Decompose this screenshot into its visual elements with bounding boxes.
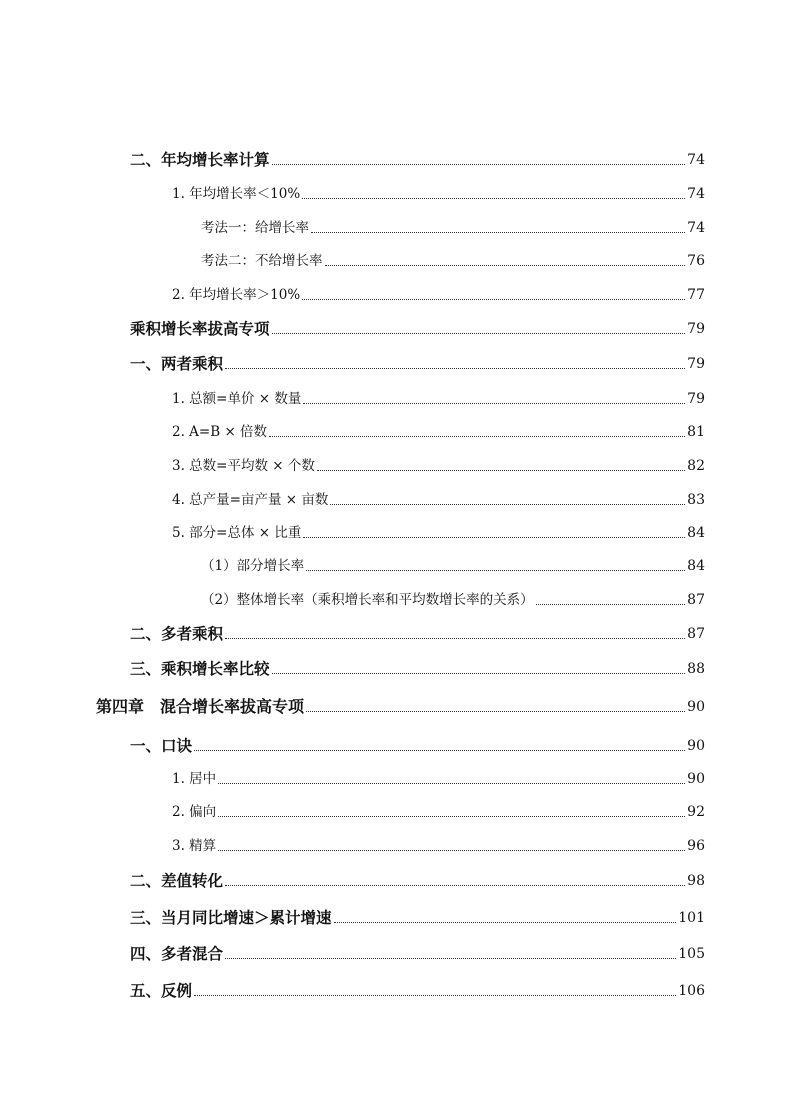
dot-leader: [317, 470, 685, 471]
toc-entry-page: 76: [687, 253, 705, 269]
toc-entry-label: 二、差值转化: [130, 871, 224, 890]
dot-leader: [218, 816, 685, 817]
toc-entry-page: 90: [687, 738, 705, 754]
toc-entry[interactable]: [172, 456, 705, 476]
toc-entry-page: 77: [687, 287, 705, 303]
toc-entry-label: 三、当月同比增速＞累计增速: [130, 908, 332, 927]
dot-leader: [272, 333, 686, 334]
toc-entry[interactable]: [130, 736, 705, 756]
toc-entry[interactable]: [172, 836, 705, 856]
toc-entry-page: 87: [687, 626, 705, 642]
dot-leader: [303, 403, 685, 404]
toc-entry-page: 87: [687, 592, 705, 608]
toc-entry-page: 90: [687, 699, 705, 715]
dot-leader: [225, 958, 676, 959]
toc-entry-page: 74: [687, 152, 705, 168]
dot-leader: [306, 570, 685, 571]
toc-entry-page: 79: [687, 356, 705, 372]
toc-entry-page: 74: [687, 186, 705, 202]
toc-entry-label: 5. 部分=总体 × 比重: [172, 525, 302, 541]
toc-entry[interactable]: [172, 802, 705, 822]
dot-leader: [311, 232, 685, 233]
dot-leader: [334, 922, 677, 923]
toc-entry[interactable]: [130, 871, 705, 891]
toc-entry-label: 3. 精算: [172, 838, 217, 854]
dot-leader: [536, 604, 686, 605]
dot-leader: [302, 299, 685, 300]
dot-leader: [218, 783, 685, 784]
toc-entry[interactable]: [130, 624, 705, 644]
toc-entry-label: 乘积增长率拔高专项: [130, 319, 270, 338]
toc-chapter-entry[interactable]: [96, 697, 705, 717]
dot-leader: [218, 850, 685, 851]
toc-entry-label: 一、口诀: [130, 736, 193, 755]
toc-entry-page: 88: [687, 661, 705, 677]
toc-entry-label: 2. A=B × 倍数: [172, 424, 268, 440]
toc-entry[interactable]: [201, 556, 705, 576]
toc-entry[interactable]: [130, 150, 705, 170]
toc-entry[interactable]: [130, 908, 705, 928]
toc-entry[interactable]: [172, 422, 705, 442]
toc-entry-page: 79: [687, 321, 705, 337]
toc-entry-label: 考法一：给增长率: [201, 220, 309, 236]
toc-entry[interactable]: [172, 769, 705, 789]
toc-entry-label: 一、两者乘积: [130, 354, 224, 373]
toc-entry[interactable]: [172, 523, 705, 543]
dot-leader: [269, 436, 685, 437]
toc-entry-label: 1. 总额=单价 × 数量: [172, 391, 302, 407]
dot-leader: [330, 504, 685, 505]
toc-entry-label: 三、乘积增长率比较: [130, 659, 270, 678]
dot-leader: [302, 198, 685, 199]
toc-entry-page: 84: [687, 525, 705, 541]
toc-entry-label: （2）整体增长率（乘积增长率和平均数增长率的关系）: [201, 592, 534, 608]
dot-leader: [225, 638, 685, 639]
toc-entry[interactable]: [201, 251, 705, 271]
dot-leader: [325, 265, 686, 266]
toc-entry-label: 2. 年均增长率＞10%: [172, 287, 301, 303]
toc-entry[interactable]: [130, 944, 705, 964]
toc-entry-page: 101: [678, 910, 705, 926]
dot-leader: [194, 750, 685, 751]
toc-entry[interactable]: [172, 184, 705, 204]
toc-entry-page: 82: [687, 458, 705, 474]
toc-entry[interactable]: [130, 981, 705, 1001]
toc-entry-label: 二、年均增长率计算: [130, 150, 270, 169]
toc-entry[interactable]: [172, 285, 705, 305]
toc-entry-label: 1. 年均增长率＜10%: [172, 186, 301, 202]
toc-entry-label: （1）部分增长率: [201, 558, 305, 574]
toc-entry-label: 二、多者乘积: [130, 624, 224, 643]
toc-entry[interactable]: [172, 389, 705, 409]
toc-entry-label: 五、反例: [130, 981, 193, 1000]
dot-leader: [306, 711, 685, 712]
toc-entry-page: 74: [687, 220, 705, 236]
toc-entry[interactable]: [130, 659, 705, 679]
toc-entry-page: 106: [678, 983, 705, 999]
toc-entry-label: 4. 总产量=亩产量 × 亩数: [172, 492, 329, 508]
toc-entry-label: 3. 总数=平均数 × 个数: [172, 458, 315, 474]
toc-entry-page: 96: [687, 838, 705, 854]
toc-entry-label: 第四章 混合增长率拔高专项: [96, 697, 305, 716]
toc-entry-page: 98: [687, 873, 705, 889]
dot-leader: [272, 673, 686, 674]
toc-entry[interactable]: [130, 319, 705, 339]
toc-entry-page: 90: [687, 771, 705, 787]
toc-entry-label: 四、多者混合: [130, 944, 224, 963]
toc-entry-page: 84: [687, 558, 705, 574]
dot-leader: [272, 164, 686, 165]
dot-leader: [225, 368, 685, 369]
toc-entry-page: 92: [687, 804, 705, 820]
toc-entry-page: 81: [687, 424, 705, 440]
toc-entry[interactable]: [201, 590, 705, 610]
toc-entry-page: 83: [687, 492, 705, 508]
toc-entry-page: 105: [678, 946, 705, 962]
toc-entry[interactable]: [130, 354, 705, 374]
toc-entry-label: 1. 居中: [172, 771, 217, 787]
toc-entry[interactable]: [201, 218, 705, 238]
toc-entry[interactable]: [172, 490, 705, 510]
toc-entry-label: 考法二：不给增长率: [201, 253, 323, 269]
dot-leader: [225, 885, 685, 886]
toc-entry-label: 2. 偏向: [172, 804, 217, 820]
dot-leader: [303, 537, 685, 538]
toc-entry-page: 79: [687, 391, 705, 407]
dot-leader: [194, 995, 676, 996]
